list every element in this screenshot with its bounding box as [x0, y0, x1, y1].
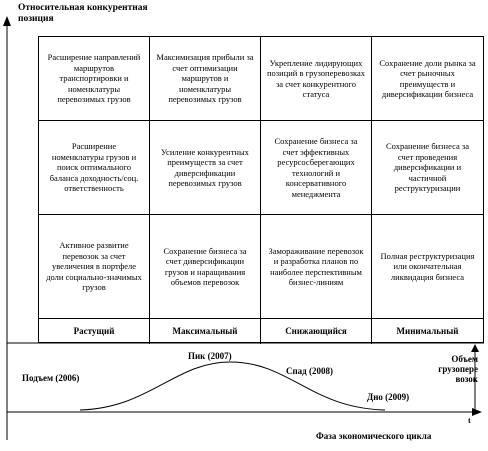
- phase-header-4: Минимальный: [396, 326, 459, 337]
- strategy-cell-r3-c2: Сохранение бизнеса за счет диверсификации грузов и наращивания объемов перевозок: [150, 215, 261, 319]
- cycle-label-peak: Пик (2007): [188, 351, 232, 361]
- strategy-cell-r2-c2: Усиление конкурентных преимуществ за счет диверсификации перевозимых грузов: [150, 121, 261, 215]
- x-axis-small-mark: t: [468, 416, 471, 425]
- x-axis-title: Фаза экономического цикла: [316, 431, 432, 441]
- cycle-label-decline: Спад (2008): [286, 366, 333, 376]
- strategy-cell-r1-c3: Укрепление лидирующих позиций в грузоперевозках за счет конкурентного статуса: [261, 37, 372, 121]
- strategy-cell-r2-c3: Сохранение бизнеса за счет эффективных ресурсосберегающих технологий и консервативного менеджмента: [261, 121, 372, 215]
- phase-header-1: Растущий: [39, 319, 150, 344]
- strategy-cell-r3-c4: Полная реструктуризация или окончательная ликвидация бизнеса: [372, 215, 483, 319]
- economic-cycle-curve: [80, 362, 385, 410]
- x-axis-arrow: [472, 408, 482, 416]
- y-axis-arrow: [3, 16, 11, 26]
- strategy-cell-r2-c1: Расширение номенклатуры грузов и поиск оптимального баланса доходность/соц. ответственность: [39, 121, 150, 215]
- y-axis-title: Относительная конкурентная позиция: [18, 3, 148, 24]
- strategy-cell-r3-c3: Замораживание перевозок и разработка планов по наиболее перспективным бизнес-линиям: [261, 215, 372, 319]
- strategy-cell-r1-c1: Расширение направлений маршрутов транспортировки и номенклатуры перевозимых грузов: [39, 37, 150, 121]
- strategy-matrix: [38, 36, 484, 343]
- strategy-cell-r3-c1: Активное развитие перевозок за счет увеличения в портфеле доли социально-значимых грузов: [39, 215, 150, 319]
- strategy-cell-r1-c4: Сохранение доли рынка за счет рыночных преимуществ и диверсификации бизнеса: [372, 37, 483, 121]
- phase-header-2: Максимальный: [150, 319, 261, 344]
- volume-label: Объем грузопере возок: [438, 354, 478, 384]
- strategy-cell-r2-c4: Сохранение бизнеса за счет проведения диверсификации и частичной реструктуризации: [372, 121, 483, 215]
- cycle-label-rise: Подъем (2006): [22, 373, 80, 383]
- volume-axis-arrow: [471, 344, 479, 352]
- phase-header-3: Снижающийся: [261, 319, 372, 344]
- strategy-cell-r1-c2: Максимизация прибыли за счет оптимизации маршрутов и номенклатуры перевозимых грузов: [150, 37, 261, 121]
- cycle-label-bottom: Дно (2009): [367, 392, 410, 402]
